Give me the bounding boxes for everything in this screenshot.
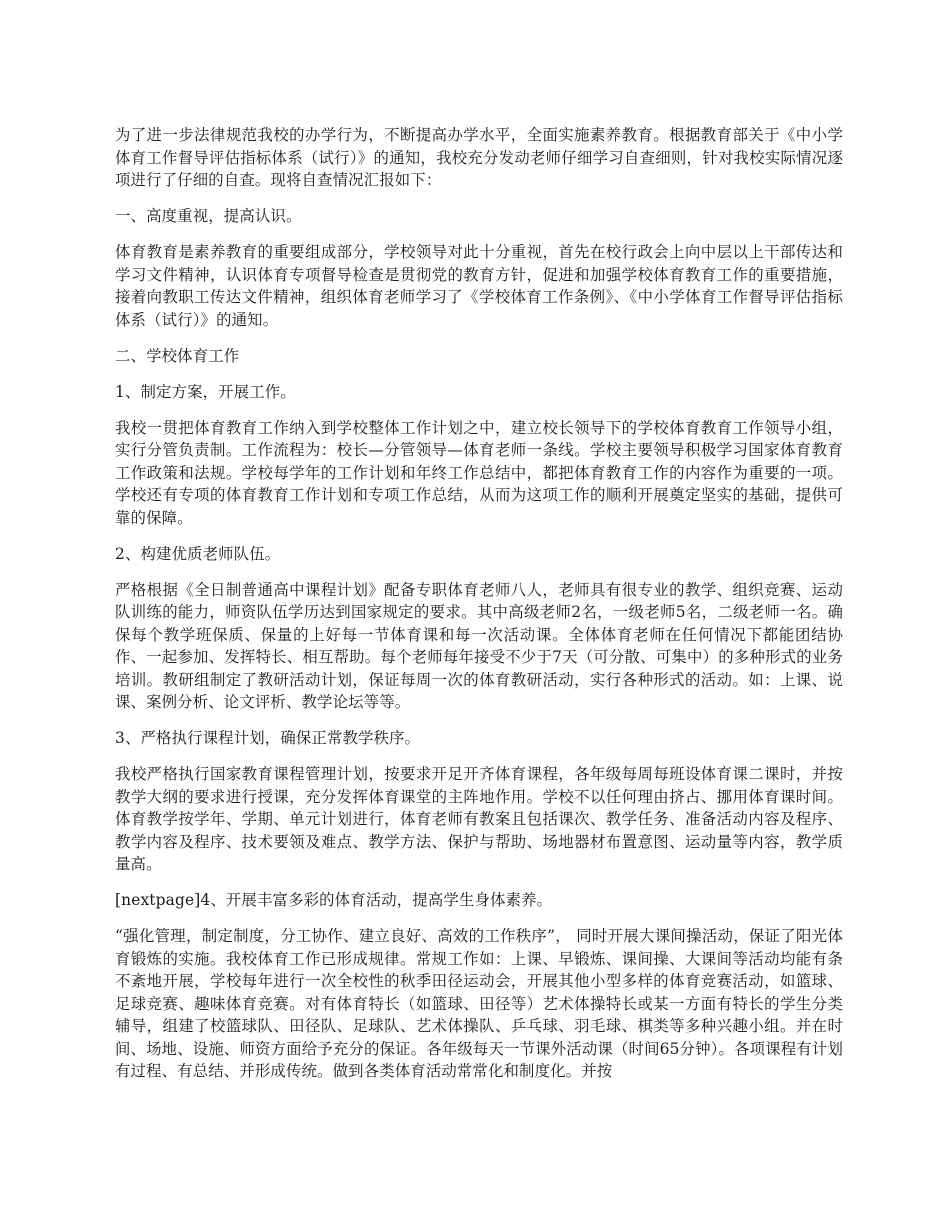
- subsection-heading-3: 3、严格执行课程计划，确保正常教学秩序。: [115, 729, 421, 747]
- paragraph-intro: 为了进一步法律规范我校的办学行为，不断提高办学水平，全面实施素养教育。根据教育部关于《中小学体育工作督导评估指标体系（试行）》的通知，我校充分发动老师仔细学习自查细则，针对我校实际情况逐项进行了仔细的自查。现将自查情况汇报如下：: [115, 126, 843, 189]
- document-body: [115, 124, 843, 1096]
- paragraph-importance: 体育教育是素养教育的重要组成部分，学校领导对此十分重视，首先在校行政会上向中层以上干部传达和学习文件精神，认识体育专项督导检查是贯彻党的教育方针，促进和加强学校体育教育工作的重要措施，接着向教职工传达文件精神，组织体育老师学习了《学校体育工作条例》、《中小学体育工作督导评估指标体系（试行）》的通知。: [115, 243, 843, 329]
- paragraph-activities: “强化管理，制定制度，分工协作、建立良好、高效的工作秩序”， 同时开展大课间操活动，保证了阳光体育锻炼的实施。我校体育工作已形成规律。常规工作如：上课、早锻炼、课间操、大课间等活动均能有条不紊地开展，学校每年进行一次全校性的秋季田径运动会，开展其他小型多样的体育竞赛活动，如篮球、足球竞赛、趣味体育竞赛。对有体育特长（如篮球、田径等）艺术体操特长或某一方面有特长的学生分类辅导，组建了校篮球队、田径队、足球队、艺术体操队、乒乓球、羽毛球、棋类等多种兴趣小组。并在时间、场地、设施、师资方面给予充分的保证。各年级每天一节课外活动课（时间65分钟）。各项课程有计划有过程、有总结、并形成传统。做到各类体育活动常常化和制度化。并按: [115, 927, 843, 1080]
- section-heading-2: 二、学校体育工作: [115, 346, 240, 365]
- subsection-heading-1: 1、制定方案，开展工作。: [115, 382, 296, 401]
- subsection-heading-4: [nextpage]4、开展丰富多彩的体育活动，提高学生身体素养。: [115, 891, 553, 909]
- paragraph-curriculum: 我校严格执行国家教育课程管理计划，按要求开足开齐体育课程，各年级每周每班设体育课二课时，并按教学大纲的要求进行授课，充分发挥体育课堂的主阵地作用。学校不以任何理由挤占、挪用体育课时间。体育教学按学年、学期、单元计划进行，体育老师有教案且包括课次、教学任务、准备活动内容及程序、教学内容及程序、技术要领及难点、教学方法、保护与帮助、场地器材布置意图、运动量等内容，教学质量高。: [115, 765, 843, 873]
- paragraph-plan: 我校一贯把体育教育工作纳入到学校整体工作计划之中，建立校长领导下的学校体育教育工作领导小组，实行分管负责制。工作流程为：校长—分管领导—体育老师一条线。学校主要领导积极学习国家体育教育工作政策和法规。学校每学年的工作计划和年终工作总结中，都把体育教育工作的内容作为重要的一项。学校还有专项的体育教育工作计划和专项工作总结，从而为这项工作的顺利开展奠定坚实的基础，提供可靠的保障。: [115, 418, 843, 527]
- section-heading-1: 一、高度重视，提高认识。: [115, 207, 302, 225]
- subsection-heading-2: 2、构建优质老师队伍。: [115, 544, 281, 563]
- paragraph-teachers: 严格根据《全日制普通高中课程计划》配备专职体育老师八人，老师具有很专业的教学、组织竞赛、运动队训练的能力，师资队伍学历达到国家规定的要求。其中高级老师2名，一级老师5名，二级老师一名。确保每个教学班保质、保量的上好每一节体育课和每一次活动课。全体体育老师在任何情况下都能团结协作、一起参加、发挥特长、相互帮助。每个老师每年接受不少于7天（可分散、可集中）的多种形式的业务培训。教研组制定了教研活动计划，保证每周一次的体育教研活动，实行各种形式的活动。如：上课、说课、案例分析、论文评析、教学论坛等等。: [115, 580, 843, 711]
